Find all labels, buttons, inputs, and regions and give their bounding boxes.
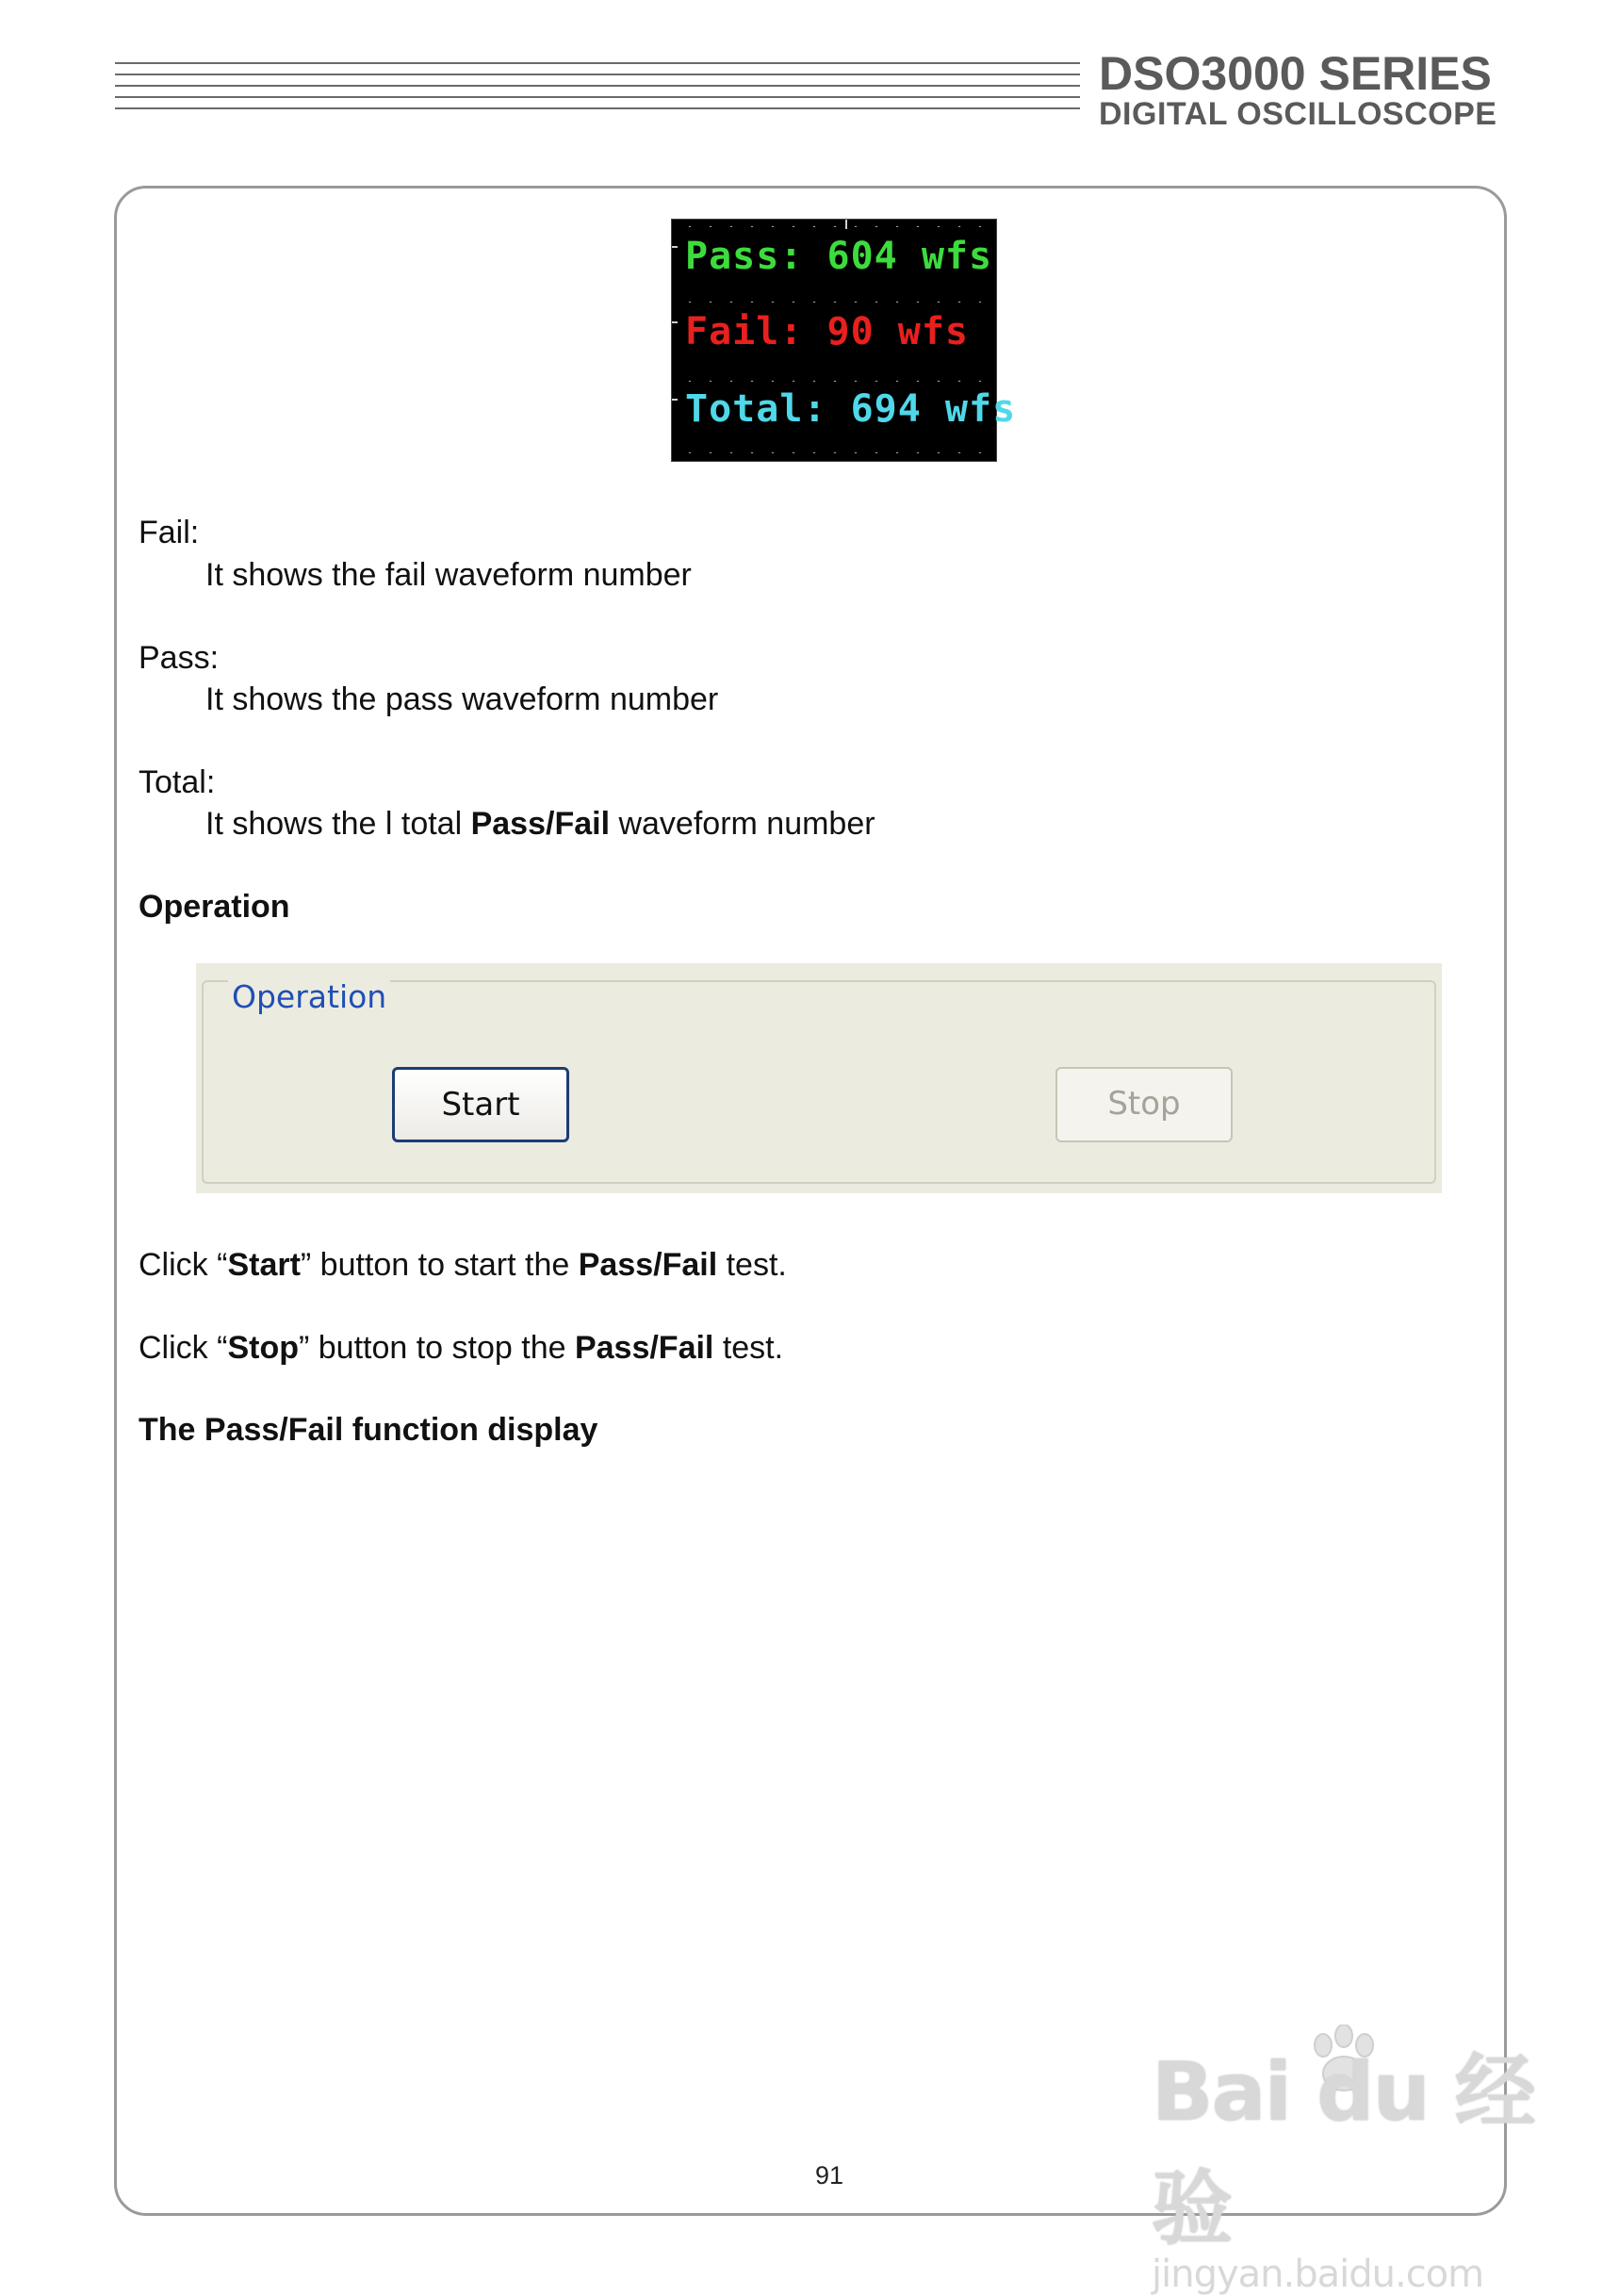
- total-description: [205, 805, 875, 843]
- instr-bold: Start: [227, 1247, 301, 1283]
- series-title: DSO3000 SERIES: [1099, 47, 1492, 100]
- header-rule-lines: [115, 62, 1080, 119]
- grid-tick: [672, 246, 678, 248]
- grid-tick: [672, 399, 678, 401]
- pass-description: It shows the pass waveform number: [205, 681, 719, 717]
- total-desc-bold: Pass/Fail: [470, 806, 611, 842]
- fail-term: Fail:: [139, 515, 200, 550]
- instr-text: Click “: [139, 1247, 228, 1283]
- pass-term: Pass:: [139, 640, 220, 676]
- total-desc-text: It shows the l total: [205, 806, 471, 842]
- total-desc-text-end: waveform number: [610, 806, 875, 842]
- total-term: Total:: [139, 764, 216, 800]
- page-frame: [114, 186, 1507, 2216]
- grid-dots-bottom: [679, 451, 989, 453]
- start-button[interactable]: Start: [392, 1067, 569, 1142]
- baidu-watermark: [1152, 2026, 1603, 2296]
- grid-dots-mid2: [679, 380, 989, 382]
- grid-tick: [845, 220, 847, 229]
- grid-dots-top: [679, 225, 989, 227]
- series-subtitle: DIGITAL OSCILLOSCOPE: [1099, 96, 1497, 132]
- fail-description: It shows the fail waveform number: [205, 557, 692, 593]
- instr-bold: Pass/Fail: [578, 1247, 718, 1283]
- instr-bold: Stop: [227, 1330, 299, 1366]
- total-count: Total: 694 wfs: [685, 387, 1017, 431]
- grid-dots-mid1: [679, 301, 989, 303]
- watermark-url: jingyan.baidu.com: [1152, 2253, 1484, 2296]
- instr-bold: Pass/Fail: [574, 1330, 714, 1366]
- fail-count: Fail: 90 wfs: [685, 310, 969, 353]
- instr-text: test.: [713, 1330, 784, 1366]
- instr-text: test.: [717, 1247, 787, 1283]
- instr-text: ” button to start the: [300, 1247, 579, 1283]
- stop-button[interactable]: Stop: [1055, 1067, 1233, 1142]
- instr-text: Click “: [139, 1330, 228, 1366]
- operation-heading: Operation: [139, 889, 290, 925]
- header-title: [1099, 49, 1497, 130]
- stop-instruction: [139, 1329, 783, 1367]
- function-display-heading: The Pass/Fail function display: [139, 1412, 598, 1448]
- watermark-brand: Bai du 经验: [1152, 2045, 1534, 2256]
- operation-groupbox: [202, 980, 1436, 1184]
- grid-tick: [672, 321, 678, 323]
- instr-text: ” button to stop the: [298, 1330, 575, 1366]
- pass-count: Pass: 604 wfs: [685, 235, 993, 278]
- operation-group-label: Operation: [228, 978, 390, 1016]
- page-number: 91: [814, 2161, 844, 2189]
- operation-dialog: [196, 963, 1442, 1193]
- pass-fail-readout: [671, 219, 1017, 462]
- start-instruction: [139, 1246, 787, 1284]
